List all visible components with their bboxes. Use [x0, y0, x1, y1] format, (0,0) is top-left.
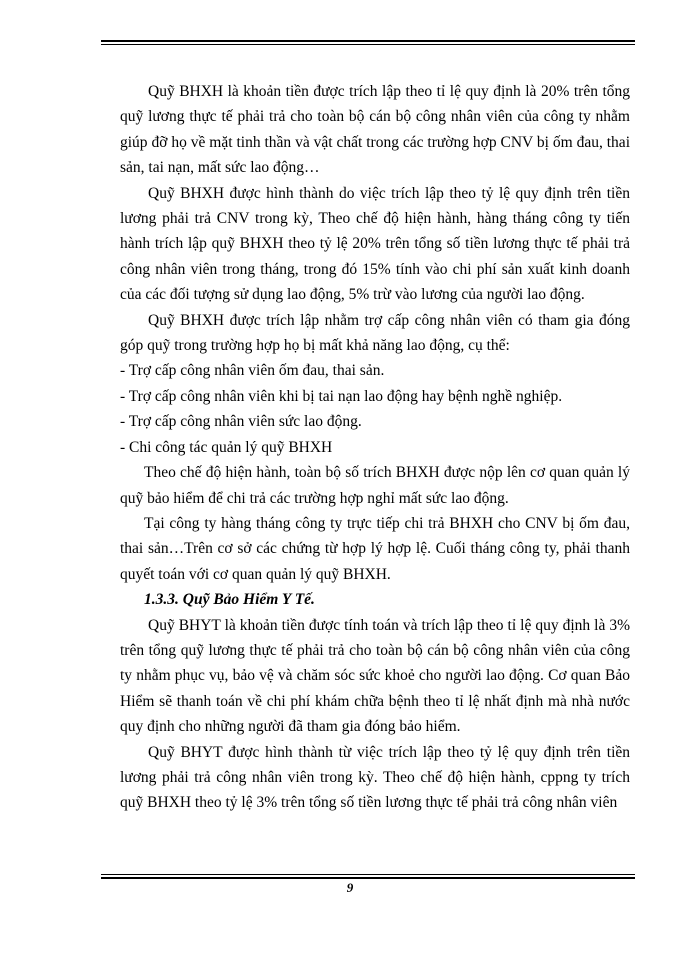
footer-rule-thin [101, 874, 635, 875]
paragraph-bhxh-payment: Tại công ty hàng tháng công ty trực tiếp chi trả BHXH cho CNV bị ốm đau, thai sản…Trên cơ sở các chứng từ hợp lý hợp lệ. Cuối tháng công ty, phải thanh quyết toán với cơ quan quản lý quỹ BHXH. [120, 514, 630, 583]
paragraph-bhyt-formation: Quỹ BHYT được hình thành từ việc trích lập theo tỷ lệ quy định trên tiền lương phải trả công nhân viên trong kỳ. Theo chế độ hiện hành, cppng ty trích quỹ BHXH theo tỷ lệ 3% trên tổng số tiền lương thực tế phải trả công nhân viên [120, 743, 630, 812]
header-rule-thin [101, 44, 635, 45]
bullet-item: - Trợ cấp công nhân viên sức lao động. [120, 413, 362, 431]
bullet-item: - Chi công tác quản lý quỹ BHXH [120, 438, 333, 456]
section-heading: 1.3.3. Quỹ Bảo Hiểm Y Tế. [144, 591, 315, 609]
body-text [120, 79, 630, 816]
paragraph-bhxh-formation: Quỹ BHXH được hình thành do việc trích lập theo tỷ lệ quy định trên tiền lương phải trả CNV trong kỳ, Theo chế độ hiện hành, hàng tháng công ty tiến hành trích lập quỹ BHXH theo tỷ lệ 20% trên tổng số tiền lương thực tế phải trả công nhân viên trong tháng, trong đó 15% tính vào chi phí sản xuất kinh doanh của các đối tượng sử dụng lao động, 5% trừ vào lương của người lao động. [120, 184, 630, 304]
page-number: 9 [346, 880, 354, 895]
footer-rule-thick [101, 877, 635, 879]
bullet-item: - Trợ cấp công nhân viên ốm đau, thai sản. [120, 362, 385, 380]
paragraph-bhxh-purpose: Quỹ BHXH được trích lập nhằm trợ cấp công nhân viên có tham gia đóng góp quỹ trong trường hợp họ bị mất khả năng lao động, cụ thể: [120, 311, 630, 355]
paragraph-bhyt-definition: Quỹ BHYT là khoản tiền được tính toán và trích lập theo tỉ lệ quy định là 3% trên tổng quỹ lương thực tế phải trả cho toàn bộ cán bộ công nhân viên của công ty nhằm phục vụ, bảo vệ và chăm sóc sức khoẻ cho người lao động. Cơ quan Bảo Hiểm sẽ thanh toán về chi phí khám chữa bệnh theo tỉ lệ nhất định mà nhà nước quy định cho những người đã tham gia đóng bảo hiểm. [120, 616, 630, 736]
bullet-item: - Trợ cấp công nhân viên khi bị tai nạn lao động hay bệnh nghề nghiệp. [120, 387, 563, 405]
paragraph-bhxh-submission: Theo chế độ hiện hành, toàn bộ số trích BHXH được nộp lên cơ quan quản lý quỹ bảo hiểm để chi trả các trường hợp nghỉ mất sức lao động. [120, 464, 630, 507]
header-rule-thick [101, 40, 635, 42]
paragraph-bhxh-definition: Quỹ BHXH là khoản tiền được trích lập theo tỉ lệ quy định là 20% trên tổng quỹ lương thực tế phải trả cho toàn bộ cán bộ công nhân viên của công ty nhằm giúp đỡ họ về mặt tinh thần và vật chất trong các trường hợp CNV bị ốm đau, thai sản, tai nạn, mất sức lao động… [120, 83, 630, 177]
